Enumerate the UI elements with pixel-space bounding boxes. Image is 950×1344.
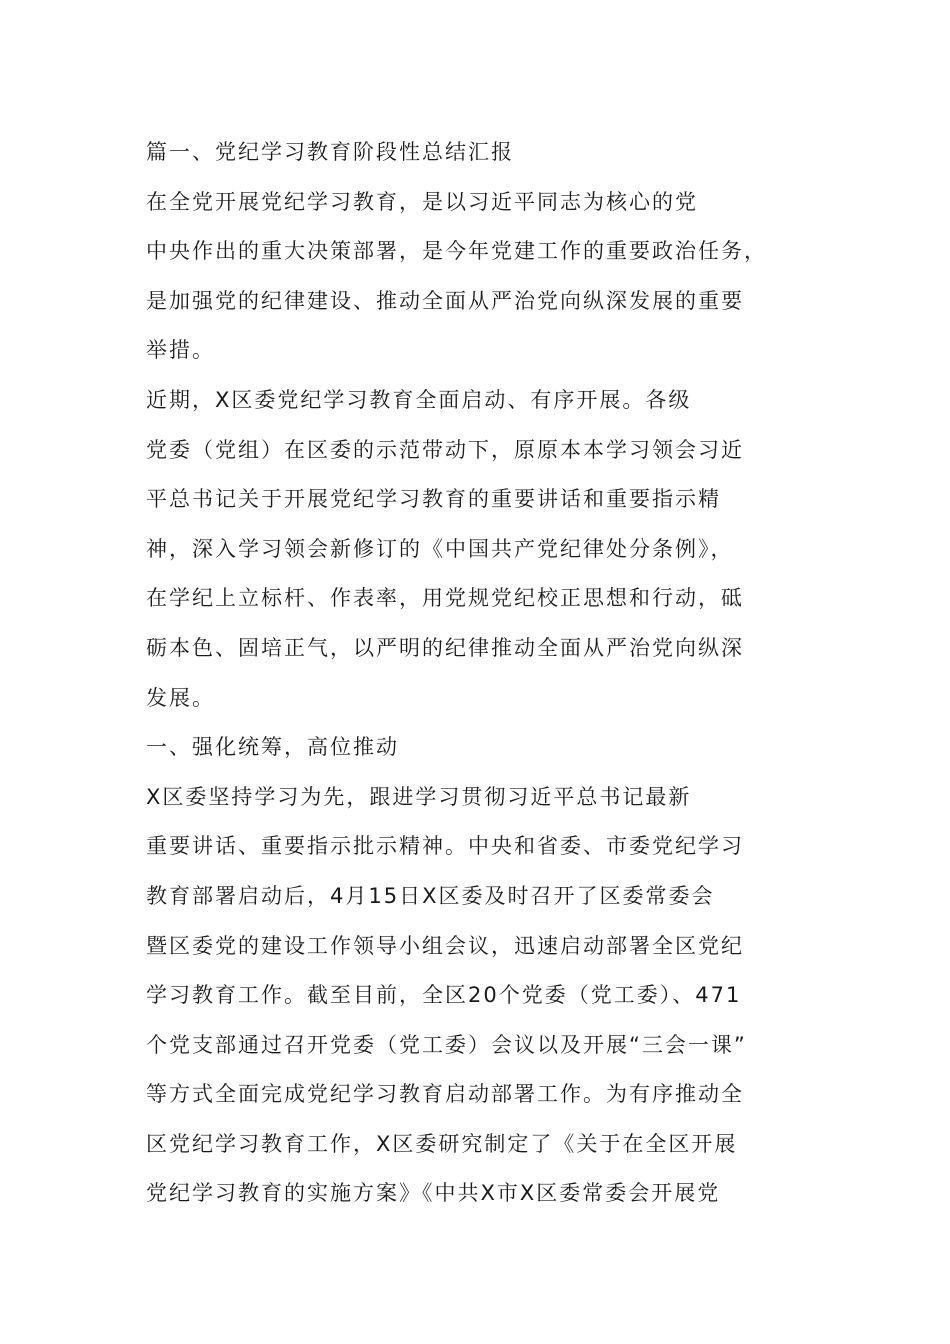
text-line: 暨区委党的建设工作领导小组会议，迅速启动部署全区党纪 [146,933,744,958]
text-line: 中央作出的重大决策部署，是今年党建工作的重要政治任务， [146,239,767,264]
text-line: 党纪学习教育的实施方案》《中共X市X区委常委会开展党 [146,1181,721,1206]
document-title: 篇一、党纪学习教育阶段性总结汇报 [146,140,514,164]
text-line: 是加强党的纪律建设、推动全面从严治党向纵深发展的重要 [146,288,744,313]
text-line: 教育部署启动后，4月15日X区委及时召开了区委常委会 [146,883,715,908]
text-line: 个党支部通过召开党委（党工委）会议以及开展“三会一课” [146,1032,747,1057]
document-body [146,128,766,1219]
text-line: 重要讲话、重要指示批示精神。中央和省委、市委党纪学习 [146,834,744,859]
text-line: X区委坚持学习为先，跟进学习贯彻习近平总书记最新 [146,784,692,809]
text-line: 党委（党组）在区委的示范带动下，原原本本学习领会习近 [146,437,744,462]
section-heading: 一、强化统筹，高位推动 [146,735,399,760]
text-line: 在全党开展党纪学习教育，是以习近平同志为核心的党 [146,189,698,214]
text-line: 平总书记关于开展党纪学习教育的重要讲话和重要指示精 [146,487,721,512]
text-line: 发展。 [146,685,215,710]
text-line: 在学纪上立标杆、作表率，用党规党纪校正思想和行动，砥 [146,586,744,611]
text-line: 砺本色、固培正气，以严明的纪律推动全面从严治党向纵深 [146,635,744,660]
text-line: 神，深入学习领会新修订的《中国共产党纪律处分条例》， [146,536,734,561]
text-line: 学习教育工作。截至目前，全区20个党委（党工委）、471 [146,983,742,1008]
text-line: 举措。 [146,338,215,363]
text-line: 近期，X区委党纪学习教育全面启动、有序开展。各级 [146,387,692,412]
text-line: 区党纪学习教育工作，X区委研究制定了《关于在全区开展 [146,1131,738,1156]
text-line: 等方式全面完成党纪学习教育启动部署工作。为有序推动全 [146,1082,744,1107]
